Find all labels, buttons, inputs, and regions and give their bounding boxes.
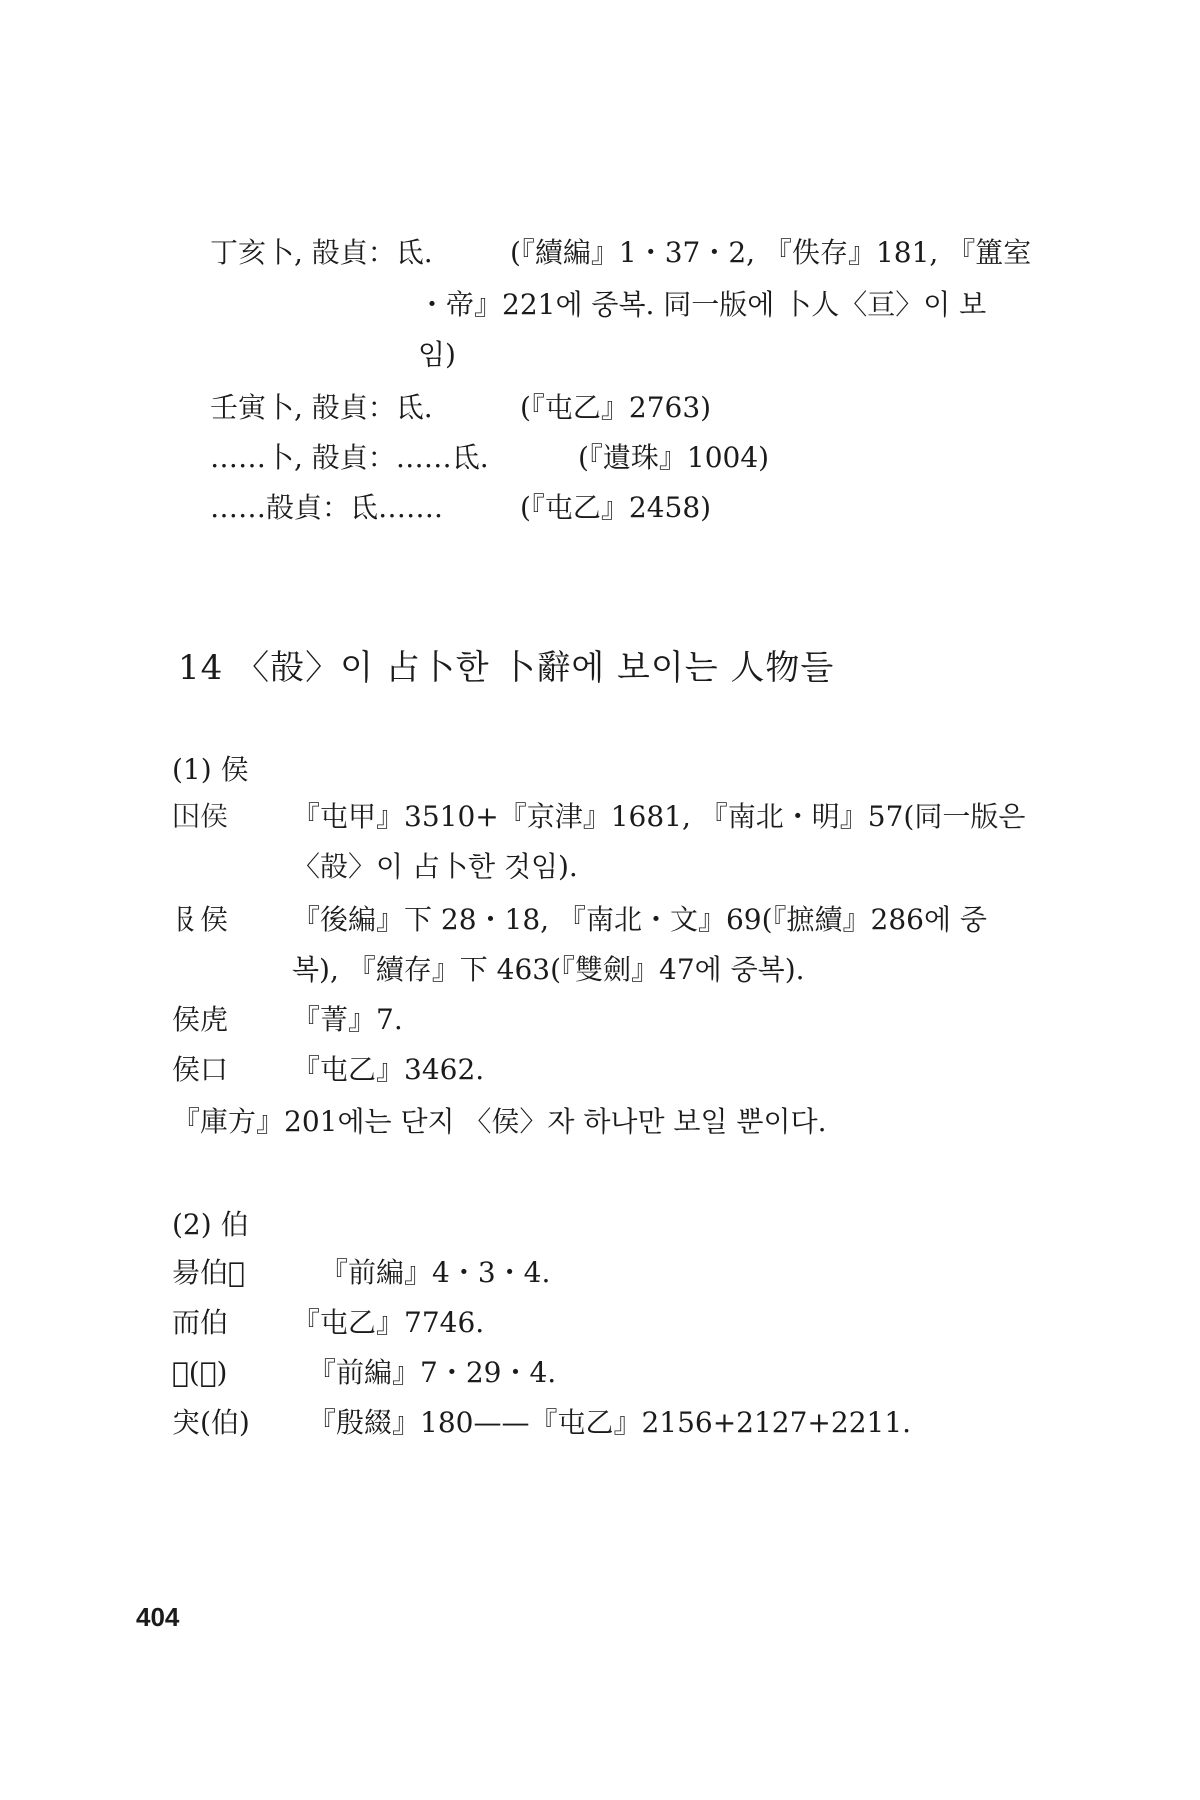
- section-heading: 14 〈㱿〉이 占卜한 卜辭에 보이는 人物들: [178, 648, 835, 688]
- entry-text: 『屯甲』3510+『京津』1681, 『南北・明』57(同一版은: [292, 800, 1026, 833]
- entry-text: 『菁』7.: [292, 1003, 403, 1036]
- entry-text: 『屯乙』3462.: [292, 1053, 485, 1086]
- entry-label: 𠬝侯: [172, 903, 229, 936]
- inscription-entry: 丁亥卜, 㱿貞：氐.: [210, 236, 433, 269]
- entry-label: 而伯: [172, 1306, 229, 1339]
- entry-text: 『前編』7・29・4.: [308, 1356, 557, 1389]
- subsection-title: (2) 伯: [172, 1208, 249, 1241]
- inscription-entry: ……㱿貞：氐…….: [210, 491, 443, 524]
- entry-text: 『前編』4・3・4.: [320, 1256, 551, 1289]
- entry-text: 『殷綴』180——『屯乙』2156+2127+2211.: [308, 1406, 912, 1439]
- page-number: 404: [136, 1602, 180, 1632]
- entry-label: 昜伯𤉲: [172, 1256, 245, 1289]
- inscription-entry: 壬寅卜, 㱿貞：氐.: [210, 391, 433, 424]
- entry-label: 侯口: [172, 1053, 229, 1086]
- source-citation: (『遺珠』1004): [578, 441, 770, 474]
- entry-text: 『屯乙』7746.: [292, 1306, 485, 1339]
- source-citation-continued: 임): [418, 338, 456, 371]
- source-citation: (『屯乙』2458): [520, 491, 712, 524]
- entry-text-continued: 〈㱿〉이 占卜한 것임).: [292, 850, 578, 883]
- inscription-entry: ……卜, 㱿貞：……氐.: [210, 441, 489, 474]
- entry-label: 宊(伯): [172, 1406, 250, 1439]
- subsection-title: (1) 侯: [172, 753, 249, 786]
- source-citation: (『續編』1・37・2, 『佚存』181, 『簠室: [510, 236, 1032, 269]
- source-citation-continued: ・帝』221에 중복. 同一版에 卜人〈亘〉이 보: [418, 288, 987, 321]
- entry-text-continued: 복), 『續存』下 463(『雙劍』47에 중복).: [292, 953, 805, 986]
- subsection-note: 『庫方』201에는 단지 〈侯〉자 하나만 보일 뿐이다.: [172, 1105, 827, 1138]
- entry-label: 𡆥侯: [172, 800, 229, 833]
- entry-label: 侯虎: [172, 1003, 229, 1036]
- source-citation: (『屯乙』2763): [520, 391, 712, 424]
- entry-text: 『後編』下 28・18, 『南北・文』69(『摭續』286에 중: [292, 903, 987, 936]
- entry-label: 𢼸(伯): [172, 1356, 228, 1389]
